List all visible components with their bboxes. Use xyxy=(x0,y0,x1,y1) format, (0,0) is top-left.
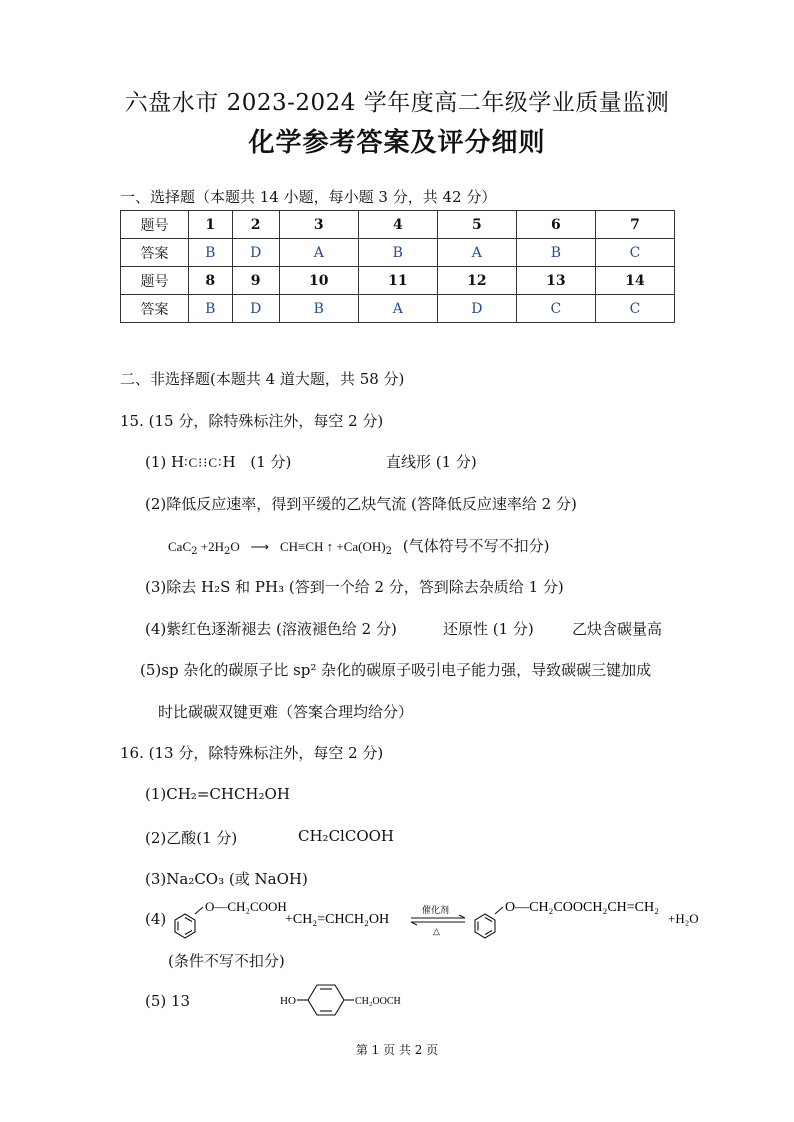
q15-part5b: 时比碳碳双键更难（答案合理均给分） xyxy=(158,703,414,721)
table-cell: A xyxy=(437,239,516,267)
table-cell: D xyxy=(232,295,279,323)
table-cell: 2 xyxy=(232,211,279,239)
table-cell: B xyxy=(279,295,358,323)
section2-heading: 二、非选择题(本题共 4 道大题，共 58 分) xyxy=(120,370,405,388)
product-ester: O—CH₂COOCH₂CH=CH₂ xyxy=(505,900,659,915)
q16-part3: (3)Na₂CO₃ (或 NaOH) xyxy=(145,870,308,888)
reactant-alcohol: +CH₂=CHCH₂OH xyxy=(285,912,390,927)
eq-note: (气体符号不写不扣分) xyxy=(402,537,550,555)
section1-heading: 一、选择题（本题共 14 小题，每小题 3 分，共 42 分） xyxy=(120,188,497,206)
table-cell: A xyxy=(358,295,437,323)
page-title-line2: 化学参考答案及评分细则 xyxy=(248,128,546,158)
q15-part4b: 还原性 (1 分) xyxy=(443,620,534,638)
benzene-ring-icon xyxy=(297,985,354,1015)
label-num: 题号 xyxy=(121,267,189,295)
q16-part2a: (2)乙酸(1 分) xyxy=(145,829,238,847)
table-row-ans-1 xyxy=(121,239,675,267)
table-cell: D xyxy=(232,239,279,267)
table-cell: C xyxy=(516,295,595,323)
q15-p1-shape: 直线形 (1 分) xyxy=(386,453,477,471)
catalyst-label: 催化剂 xyxy=(422,905,450,915)
eq-water: +2H xyxy=(197,539,224,554)
table-cell: C xyxy=(595,239,674,267)
q15-part4c: 乙炔含碳量高 xyxy=(572,620,663,638)
table-row-nums-2 xyxy=(121,267,675,295)
q15-part4a: (4)紫红色逐渐褪去 (溶液褪色给 2 分) xyxy=(145,620,397,638)
q15-p1-label: (1) H xyxy=(145,453,185,471)
esterification-scheme xyxy=(165,890,710,950)
q16-part5-label: (5) 13 xyxy=(145,992,191,1010)
table-cell: 12 xyxy=(437,267,516,295)
q15-part5a: (5)sp 杂化的碳原子比 sp² 杂化的碳原子吸引电子能力强，导致碳碳三键加成 xyxy=(140,661,652,679)
table-cell: 10 xyxy=(279,267,358,295)
label-ans: 答案 xyxy=(121,295,189,323)
ester-group-label: CH₂OOCH xyxy=(355,996,401,1007)
table-cell: B xyxy=(189,239,233,267)
table-cell: 8 xyxy=(189,267,233,295)
table-cell: 7 xyxy=(595,211,674,239)
table-cell: 5 xyxy=(437,211,516,239)
table-cell: 9 xyxy=(232,267,279,295)
isomer-structure xyxy=(280,976,450,1026)
eq-products: CH≡CH ↑ +Ca(OH) xyxy=(279,539,386,554)
q15-part2: (2)降低反应速率，得到平缓的乙炔气流 (答降低反应速率给 2 分) xyxy=(145,495,577,513)
q15-header: 15. (15 分，除特殊标注外，每空 2 分) xyxy=(120,412,384,430)
benzene-ring-icon xyxy=(175,907,203,938)
q15-p1-score: (1 分) xyxy=(250,453,292,471)
table-cell: 4 xyxy=(358,211,437,239)
q15-equation: $CaC_2 +2H_2O$ ⟶ CH≡CH ↑ $+Ca(OH)_2$ (气体符号不写不扣分) xyxy=(168,537,550,557)
page-title-line1: 六盘水市 2023-2024 学年度高二年级学业质量监测 xyxy=(124,90,670,116)
table-cell: 11 xyxy=(358,267,437,295)
table-row-ans-2 xyxy=(121,295,675,323)
benzene-ring-icon xyxy=(475,907,503,938)
eq-arrow: ⟶ xyxy=(250,539,270,554)
table-cell: C xyxy=(595,295,674,323)
product-water: +H₂O xyxy=(668,911,699,926)
eq-cac: CaC xyxy=(168,539,192,554)
label-num: 题号 xyxy=(121,211,189,239)
table-row-nums-1 xyxy=(121,211,675,239)
table-cell: 3 xyxy=(279,211,358,239)
answer-table xyxy=(120,210,675,323)
q15-part1 xyxy=(145,451,291,472)
q15-p1-h: H xyxy=(222,453,236,471)
q16-part1: (1)CH₂=CHCH₂OH xyxy=(145,785,290,803)
table-cell: A xyxy=(279,239,358,267)
table-cell: 6 xyxy=(516,211,595,239)
heat-symbol: △ xyxy=(433,926,440,936)
eq-o: O xyxy=(230,539,240,554)
q15-part3: (3)除去 H₂S 和 PH₃ (答到一个给 2 分，答到除去杂质给 1 分) xyxy=(145,578,564,596)
table-cell: 13 xyxy=(516,267,595,295)
page-footer: 第 1 页 共 2 页 xyxy=(355,1043,439,1057)
reversible-arrow-icon xyxy=(411,915,465,925)
table-cell: D xyxy=(437,295,516,323)
table-cell: 14 xyxy=(595,267,674,295)
label-ans: 答案 xyxy=(121,239,189,267)
q16-part2b: CH₂ClCOOH xyxy=(298,827,394,845)
table-cell: B xyxy=(189,295,233,323)
q16-part4-note: (条件不写不扣分) xyxy=(168,952,285,970)
table-cell: B xyxy=(358,239,437,267)
q16-part4-label: (4) xyxy=(145,910,167,928)
q16-header: 16. (13 分，除特殊标注外，每空 2 分) xyxy=(120,744,384,762)
hydroxyl-label: HO xyxy=(280,995,296,1007)
table-cell: 1 xyxy=(189,211,233,239)
reactant-acid: O—CH₂COOH xyxy=(205,899,287,914)
electron-dots: ∶C⁝⁝C∶ xyxy=(184,455,223,470)
table-cell: B xyxy=(516,239,595,267)
